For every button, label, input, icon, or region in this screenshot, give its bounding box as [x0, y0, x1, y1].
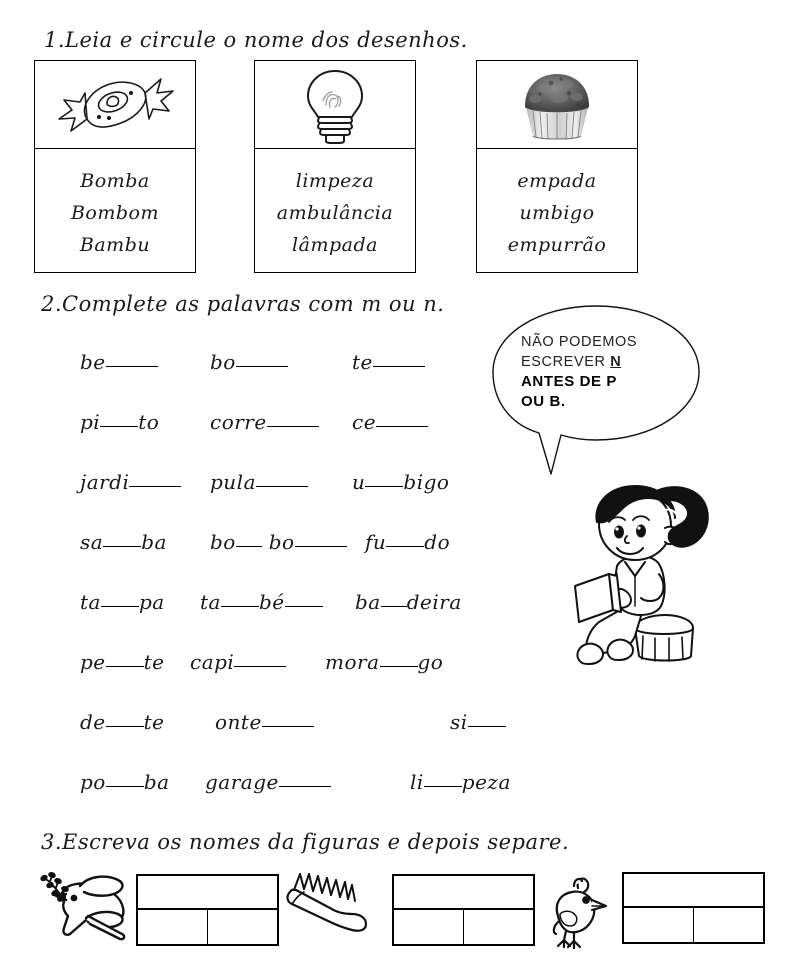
answer-blank[interactable]: [295, 546, 347, 547]
answer-blank[interactable]: [106, 786, 144, 787]
answer-blank[interactable]: [129, 486, 181, 487]
bubble-letter-n: N: [610, 354, 622, 370]
fill-item[interactable]: pi to: [80, 410, 160, 434]
word-option[interactable]: lâmpada: [292, 234, 378, 256]
fill-row: [80, 592, 550, 652]
cupcake-photo: [511, 66, 603, 144]
word-card-cupcake: [476, 60, 638, 273]
figure-chick: [548, 876, 610, 948]
speech-bubble-text: [521, 332, 681, 412]
fill-row: [80, 652, 550, 712]
picture-pane-lightbulb: [255, 61, 415, 149]
syllable-cell[interactable]: [464, 910, 533, 944]
comb-icon: [282, 868, 374, 948]
syllable-cell[interactable]: [208, 910, 277, 944]
fill-item[interactable]: bo bo: [210, 532, 347, 552]
answer-blank[interactable]: [381, 606, 407, 607]
fill-item[interactable]: ce: [352, 412, 428, 432]
fill-item[interactable]: sa ba: [80, 530, 167, 554]
figure-dove: [36, 872, 128, 944]
word-card-candy: [34, 60, 196, 273]
chick-icon: [548, 876, 610, 948]
answer-blank[interactable]: [365, 486, 403, 487]
fill-row: [80, 532, 550, 592]
answer-blank[interactable]: [468, 726, 506, 727]
answer-blank[interactable]: [256, 486, 308, 487]
speech-bubble: [487, 302, 705, 478]
fill-item[interactable]: ba deira: [355, 590, 462, 614]
fill-item[interactable]: de te: [80, 710, 165, 734]
fill-item[interactable]: pe te: [80, 650, 165, 674]
answer-blank[interactable]: [262, 726, 314, 727]
fill-item[interactable]: pula: [210, 472, 308, 492]
answer-blank[interactable]: [236, 366, 288, 367]
answer-blank[interactable]: [380, 666, 418, 667]
answer-blank[interactable]: [386, 546, 424, 547]
picture-pane-cupcake: [477, 61, 637, 149]
fill-item[interactable]: u bigo: [352, 470, 450, 494]
word-option[interactable]: ambulância: [276, 202, 394, 224]
answer-blank[interactable]: [285, 606, 323, 607]
bubble-line-4: OU B.: [521, 393, 566, 410]
fill-item[interactable]: ta bé: [200, 592, 323, 612]
syllable-cell[interactable]: [694, 908, 763, 942]
answer-blank[interactable]: [234, 666, 286, 667]
bubble-letter-b: B: [549, 393, 561, 410]
fill-item[interactable]: capi: [190, 652, 286, 672]
answer-blank[interactable]: [106, 666, 144, 667]
fill-row: [80, 772, 550, 832]
fill-item[interactable]: corre: [210, 412, 319, 432]
word-write-cell[interactable]: [138, 876, 277, 910]
answer-blank[interactable]: [424, 786, 462, 787]
answer-blank[interactable]: [376, 426, 428, 427]
answer-blank[interactable]: [236, 546, 262, 547]
answer-blank[interactable]: [106, 366, 158, 367]
fill-item[interactable]: fu do: [365, 530, 451, 554]
syllable-box-dove[interactable]: [136, 874, 279, 946]
word-list-lightbulb: [255, 149, 415, 274]
wrapped-candy-icon: [49, 67, 181, 143]
answer-blank[interactable]: [221, 606, 259, 607]
answer-blank[interactable]: [279, 786, 331, 787]
fill-row: [80, 712, 550, 772]
answer-blank[interactable]: [267, 426, 319, 427]
word-option[interactable]: empada: [517, 170, 597, 192]
girl-reading-illustration: [565, 478, 720, 683]
fill-item[interactable]: ta pa: [80, 590, 165, 614]
word-list-candy: [35, 149, 195, 274]
fill-item[interactable]: be: [80, 352, 158, 372]
exercise-2-heading: 2.Complete as palavras com m ou n.: [41, 292, 445, 316]
word-option[interactable]: Bombom: [70, 202, 160, 224]
fill-row: [80, 472, 550, 532]
syllable-cells: [624, 908, 763, 942]
fill-item[interactable]: onte: [215, 712, 314, 732]
exercise-3-heading: 3.Escreva os nomes da figuras e depois separe.: [41, 830, 570, 854]
word-option[interactable]: Bambu: [79, 234, 151, 256]
syllable-cell[interactable]: [394, 910, 464, 944]
syllable-box-chick[interactable]: [622, 872, 765, 944]
girl-reading-book-icon: [565, 478, 720, 683]
word-option[interactable]: limpeza: [295, 170, 375, 192]
answer-blank[interactable]: [373, 366, 425, 367]
word-option[interactable]: umbigo: [519, 202, 595, 224]
fill-item[interactable]: mora go: [325, 650, 444, 674]
syllable-cell[interactable]: [138, 910, 208, 944]
word-list-cupcake: [477, 149, 637, 274]
fill-item[interactable]: jardi: [80, 472, 181, 492]
fill-item[interactable]: bo: [210, 352, 288, 372]
fill-item[interactable]: li peza: [410, 770, 511, 794]
fill-item[interactable]: te: [352, 352, 425, 372]
word-write-cell[interactable]: [624, 874, 763, 908]
answer-blank[interactable]: [101, 606, 139, 607]
fill-item[interactable]: garage: [205, 772, 331, 792]
answer-blank[interactable]: [100, 426, 138, 427]
fill-row: [80, 412, 550, 472]
syllable-box-comb[interactable]: [392, 874, 535, 946]
fill-row: [80, 352, 550, 412]
syllable-cells: [138, 910, 277, 944]
fill-item[interactable]: si: [450, 712, 506, 732]
bubble-letter-p: P: [606, 373, 618, 390]
fill-item[interactable]: po ba: [80, 770, 170, 794]
word-write-cell[interactable]: [394, 876, 533, 910]
word-option[interactable]: Bomba: [80, 170, 150, 192]
exercise-1-heading: 1.Leia e circule o nome dos desenhos.: [44, 28, 468, 52]
dove-icon: [36, 872, 128, 944]
bubble-line-3: ANTES DE P: [521, 373, 618, 390]
picture-pane-candy: [35, 61, 195, 149]
answer-blank[interactable]: [103, 546, 141, 547]
figure-comb: [282, 868, 374, 948]
word-option[interactable]: empurrão: [507, 234, 607, 256]
word-card-lightbulb: [254, 60, 416, 273]
syllable-cell[interactable]: [624, 908, 694, 942]
answer-blank[interactable]: [106, 726, 144, 727]
light-bulb-icon: [292, 65, 378, 145]
bubble-line-2: ESCREVER N: [521, 354, 622, 370]
syllable-cells: [394, 910, 533, 944]
fill-in-the-blank-grid: [80, 352, 550, 832]
bubble-line-1: NÃO PODEMOS: [521, 334, 638, 350]
